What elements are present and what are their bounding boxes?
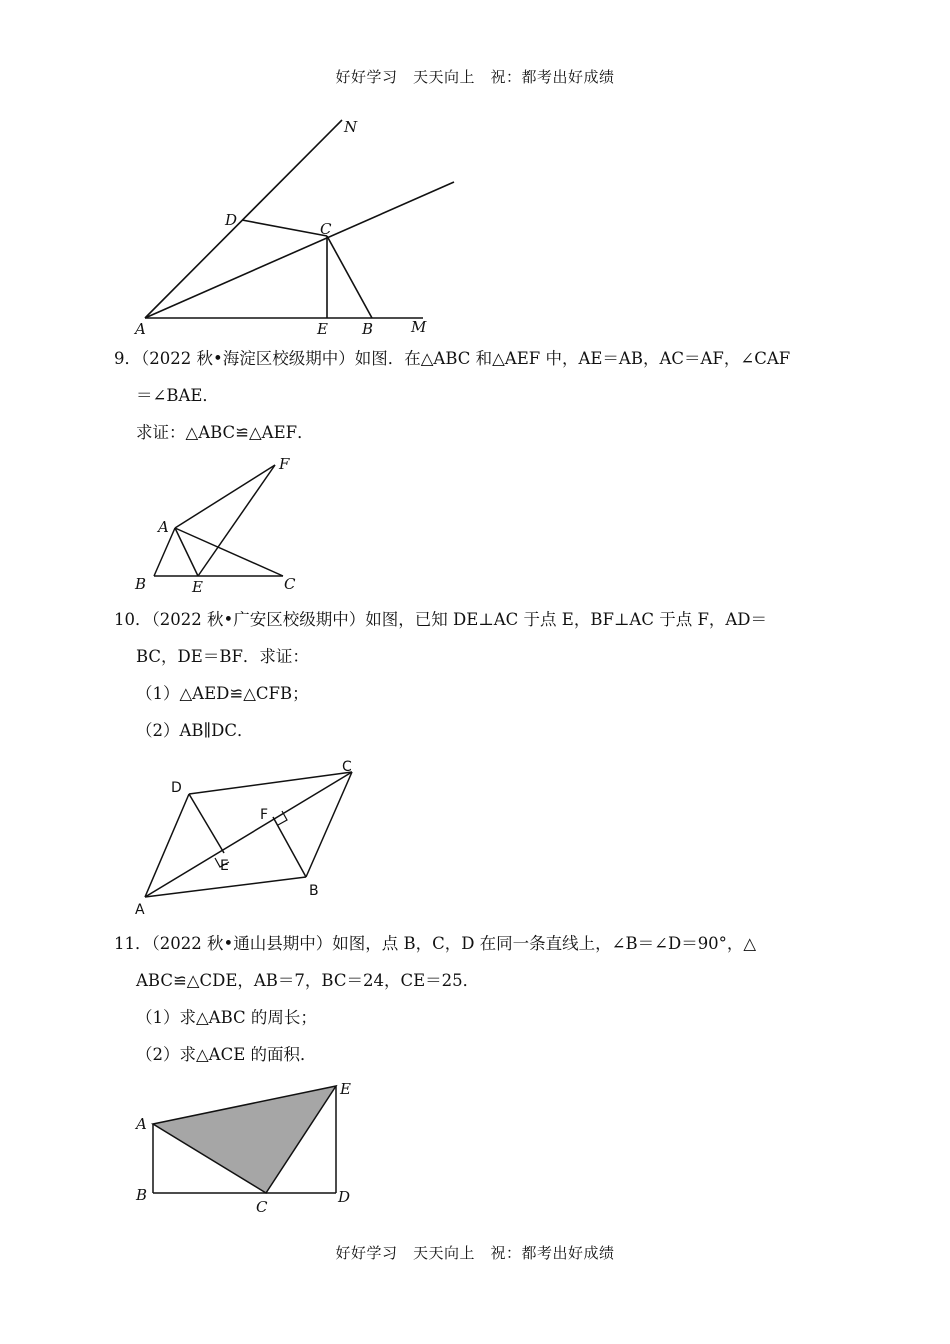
question-9: [114, 340, 844, 451]
segment-BA: [145, 877, 306, 897]
segment-BF: [273, 817, 306, 877]
label-C: C: [284, 575, 296, 593]
label-B: B: [309, 883, 319, 899]
q10-line2: BC，DE＝BF．求证：: [136, 647, 309, 666]
label-F: F: [260, 807, 269, 823]
label-N: N: [344, 118, 358, 136]
segment-DE: [189, 794, 224, 853]
q11-line3: （1）求△ABC 的周长；: [136, 1008, 317, 1027]
ray-AN: [145, 120, 342, 318]
page-header: 好好学习 天天向上 祝：都考出好成绩: [335, 68, 615, 86]
label-M: M: [411, 318, 427, 336]
q11-line1: 11．（2022 秋•通山县期中）如图，点 B，C，D 在同一条直线上，∠B＝∠D＝90°，△: [114, 934, 757, 953]
segment-CB: [327, 236, 372, 318]
segment-AD: [145, 794, 189, 897]
label-E: E: [340, 1080, 351, 1098]
figure-q8: [120, 112, 480, 344]
question-11: [114, 925, 844, 1073]
segment-AC: [175, 528, 283, 576]
segment-DC: [242, 220, 327, 236]
label-D: D: [171, 780, 182, 796]
segment-DC: [189, 772, 352, 794]
figure-q11: [128, 1076, 368, 1218]
segment-AF: [175, 465, 275, 528]
label-D: D: [338, 1188, 351, 1206]
q10-line1: 10．（2022 秋•广安区校级期中）如图，已知 DE⊥AC 于点 E，BF⊥AC 于点 F，AD＝: [114, 610, 768, 629]
q9-line3: 求证：△ABC≌△AEF．: [136, 423, 314, 442]
page-footer: 好好学习 天天向上 祝：都考出好成绩: [335, 1244, 615, 1262]
label-B: B: [136, 1186, 148, 1204]
label-B: B: [362, 320, 374, 338]
label-E: E: [220, 858, 229, 874]
label-B: B: [135, 575, 147, 593]
q9-line1: 9．（2022 秋•海淀区校级期中）如图．在△ABC 和△AEF 中，AE＝AB，AC＝AF，∠CAF: [114, 349, 791, 368]
label-C: C: [320, 220, 332, 238]
figure-q9: [128, 454, 308, 598]
q10-line4: （2）AB∥DC．: [136, 721, 254, 740]
segment-EF: [198, 465, 275, 576]
label-A: A: [136, 1115, 147, 1133]
label-C: C: [256, 1198, 268, 1216]
q11-line2: ABC≌△CDE，AB＝7，BC＝24，CE＝25．: [136, 971, 480, 990]
label-C: C: [342, 759, 352, 775]
question-10: [114, 601, 844, 749]
label-D: D: [225, 211, 238, 229]
right-angle-mark-F: [278, 811, 287, 825]
segment-CB: [306, 772, 352, 877]
figure-q10: [130, 754, 370, 918]
shaded-triangle-ACE: [153, 1086, 336, 1193]
label-A: A: [135, 320, 146, 338]
q10-line3: （1）△AED≌△CFB；: [136, 684, 309, 703]
q9-line2: ＝∠BAE．: [136, 386, 219, 405]
segment-AE: [175, 528, 198, 576]
q11-line4: （2）求△ACE 的面积．: [136, 1045, 317, 1064]
label-A: A: [135, 902, 145, 918]
label-F: F: [279, 455, 290, 473]
label-E: E: [192, 578, 203, 596]
label-E: E: [317, 320, 328, 338]
label-A: A: [158, 518, 169, 536]
ray-AC: [145, 182, 454, 318]
